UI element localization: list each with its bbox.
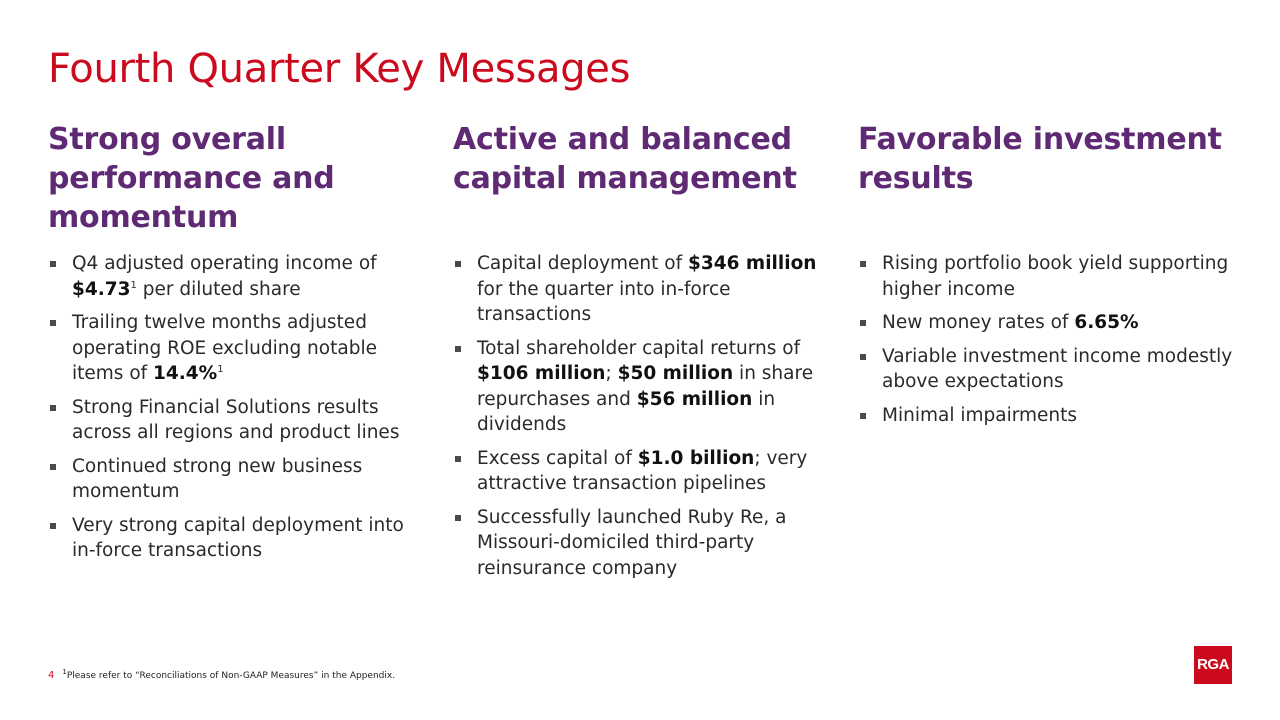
bullet-item: Trailing twelve months adjusted operating ROE excluding notable items of 14.4%$^1$ [48,310,428,387]
column-heading: Active and balanced capital management [453,122,797,196]
column-heading: Favorable investment results [858,122,1222,196]
bullet-item: Q4 adjusted operating income of $4.73$^1$ per diluted share [48,251,428,302]
column-investment [858,120,1238,436]
bullet-item: Excess capital of $1.0 billion; very attractive transaction pipelines [453,446,823,497]
bullet-item: New money rates of 6.65% [858,310,1238,336]
bullet-item: Strong Financial Solutions results across all regions and product lines [48,395,428,446]
column-capital [453,120,823,589]
bullet-item: Rising portfolio book yield supporting higher income [858,251,1238,302]
bullet-item: Variable investment income modestly above expectations [858,344,1238,395]
column-performance [48,120,428,572]
footnote-text: Please refer to “Reconciliations of Non-GAAP Measures” in the Appendix. [66,671,396,681]
rga-logo-icon: RGA [1194,646,1232,684]
bullet-item: Capital deployment of $346 million for the quarter into in-force transactions [453,251,823,328]
page-number: 4 [48,670,55,681]
footer [48,670,395,681]
page-title: Fourth Quarter Key Messages [48,46,631,92]
bullet-item: Minimal impairments [858,403,1238,429]
bullet-item: Successfully launched Ruby Re, a Missouri-domiciled third-party reinsurance company [453,505,823,582]
bullet-list [453,251,823,581]
bullet-item: Very strong capital deployment into in-force transactions [48,513,428,564]
bullet-item: Total shareholder capital returns of $106 million; $50 million in share repurchases and $56 million in dividends [453,336,823,438]
bullet-list [858,251,1238,428]
bullet-list [48,251,428,564]
footnote-marker: 1 [62,668,67,676]
bullet-item: Continued strong new business momentum [48,454,428,505]
column-heading: Strong overall performance and momentum [48,122,335,235]
